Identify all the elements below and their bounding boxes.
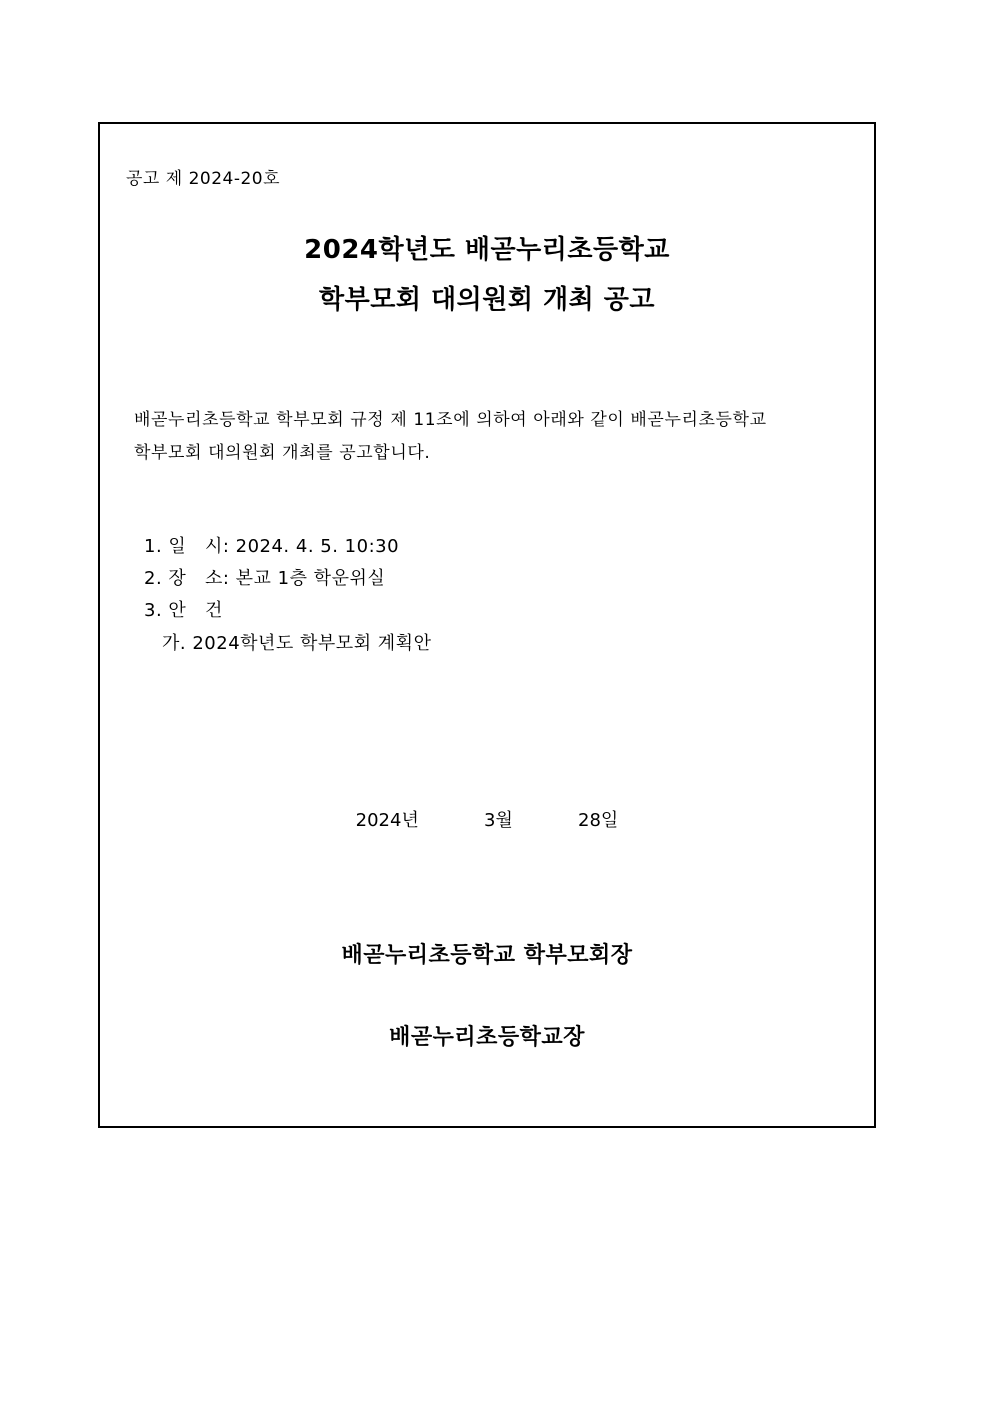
title-line-2: 학부모회 대의원회 개최 공고 — [318, 285, 656, 315]
item-datetime: 1. 일 시: 2024. 4. 5. 10:30 — [144, 536, 400, 557]
body-text-line-1: 배곧누리초등학교 학부모회 규정 제 11조에 의하여 아래와 같이 배곧누리초등학교 — [134, 410, 767, 430]
body-text-line-2: 학부모회 대의원회 개최를 공고합니다. — [134, 443, 431, 463]
item-location: 2. 장 소: 본교 1층 학운위실 — [144, 568, 386, 589]
notice-number: 공고 제 2024-20호 — [126, 169, 281, 189]
title-line-1: 2024학년도 배곧누리초등학교 — [304, 235, 670, 265]
item-agenda: 3. 안 건 — [144, 600, 223, 621]
signature-parents-association-president: 배곧누리초등학교 학부모회장 — [341, 943, 633, 968]
agenda-sub-item: 가. 2024학년도 학부모회 계획안 — [162, 633, 432, 654]
notice-date: 2024년 3월 28일 — [355, 810, 619, 831]
notice-frame — [98, 122, 876, 1128]
signature-principal: 배곧누리초등학교장 — [389, 1025, 585, 1050]
